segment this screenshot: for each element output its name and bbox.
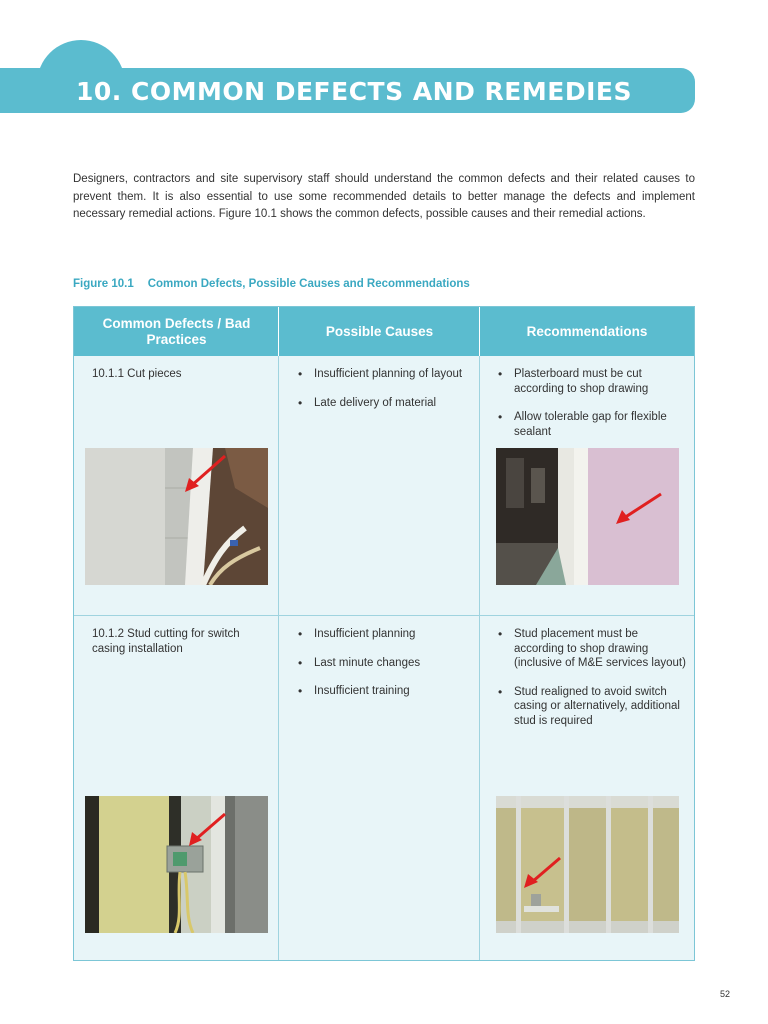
photo-plasterboard-cut-correct xyxy=(496,448,679,585)
defect-label: 10.1.2 Stud cutting for switch casing installation xyxy=(92,628,240,655)
list-item: • Insufficient planning xyxy=(296,627,466,642)
photo-stud-realigned-correct xyxy=(496,796,679,933)
page-title: 10. COMMON DEFECTS AND REMEDIES xyxy=(76,77,632,106)
list-item: • Last minute changes xyxy=(296,656,466,671)
defects-table xyxy=(73,306,695,961)
page-number: 52 xyxy=(719,989,730,999)
causes-list xyxy=(296,627,466,713)
intro-paragraph: Designers, contractors and site supervisory staff should understand the common defects and their related causes to prevent them. It is also essential to use some recommended details to better manage the defects and implement necessary remedial actions. Figure 10.1 shows the common defects, possible causes and their remedial actions. xyxy=(73,173,695,220)
column-divider xyxy=(479,307,480,960)
column-divider xyxy=(278,307,279,960)
header-common-defects: Common Defects / Bad Practices xyxy=(102,315,251,347)
causes-list xyxy=(296,367,466,424)
list-item: • Stud realigned to avoid switch casing or alternatively, additional stud is required xyxy=(496,685,686,729)
header-possible-causes: Possible Causes xyxy=(325,323,434,339)
row-divider xyxy=(74,615,694,616)
list-item: • Late delivery of material xyxy=(296,396,466,411)
recommendations-list xyxy=(496,627,686,742)
recommendations-list xyxy=(496,367,686,453)
list-item: • Plasterboard must be cut according to shop drawing xyxy=(496,367,686,396)
list-item: • Insufficient planning of layout xyxy=(296,367,466,382)
table-header xyxy=(74,307,694,356)
photo-cut-pieces-defect xyxy=(85,448,268,585)
header-divider xyxy=(479,307,480,356)
photo-stud-cutting-defect xyxy=(85,796,268,933)
header-recommendations: Recommendations xyxy=(526,323,648,339)
figure-number: Figure 10.1 xyxy=(73,278,134,290)
list-item: • Insufficient training xyxy=(296,684,466,699)
figure-caption xyxy=(73,278,470,290)
defect-label: 10.1.1 Cut pieces xyxy=(92,368,182,380)
header-divider xyxy=(278,307,279,356)
figure-title: Common Defects, Possible Causes and Recommendations xyxy=(147,278,470,290)
list-item: • Allow tolerable gap for flexible sealant xyxy=(496,410,686,439)
list-item: • Stud placement must be according to shop drawing (inclusive of M&E services layout) xyxy=(496,627,686,671)
